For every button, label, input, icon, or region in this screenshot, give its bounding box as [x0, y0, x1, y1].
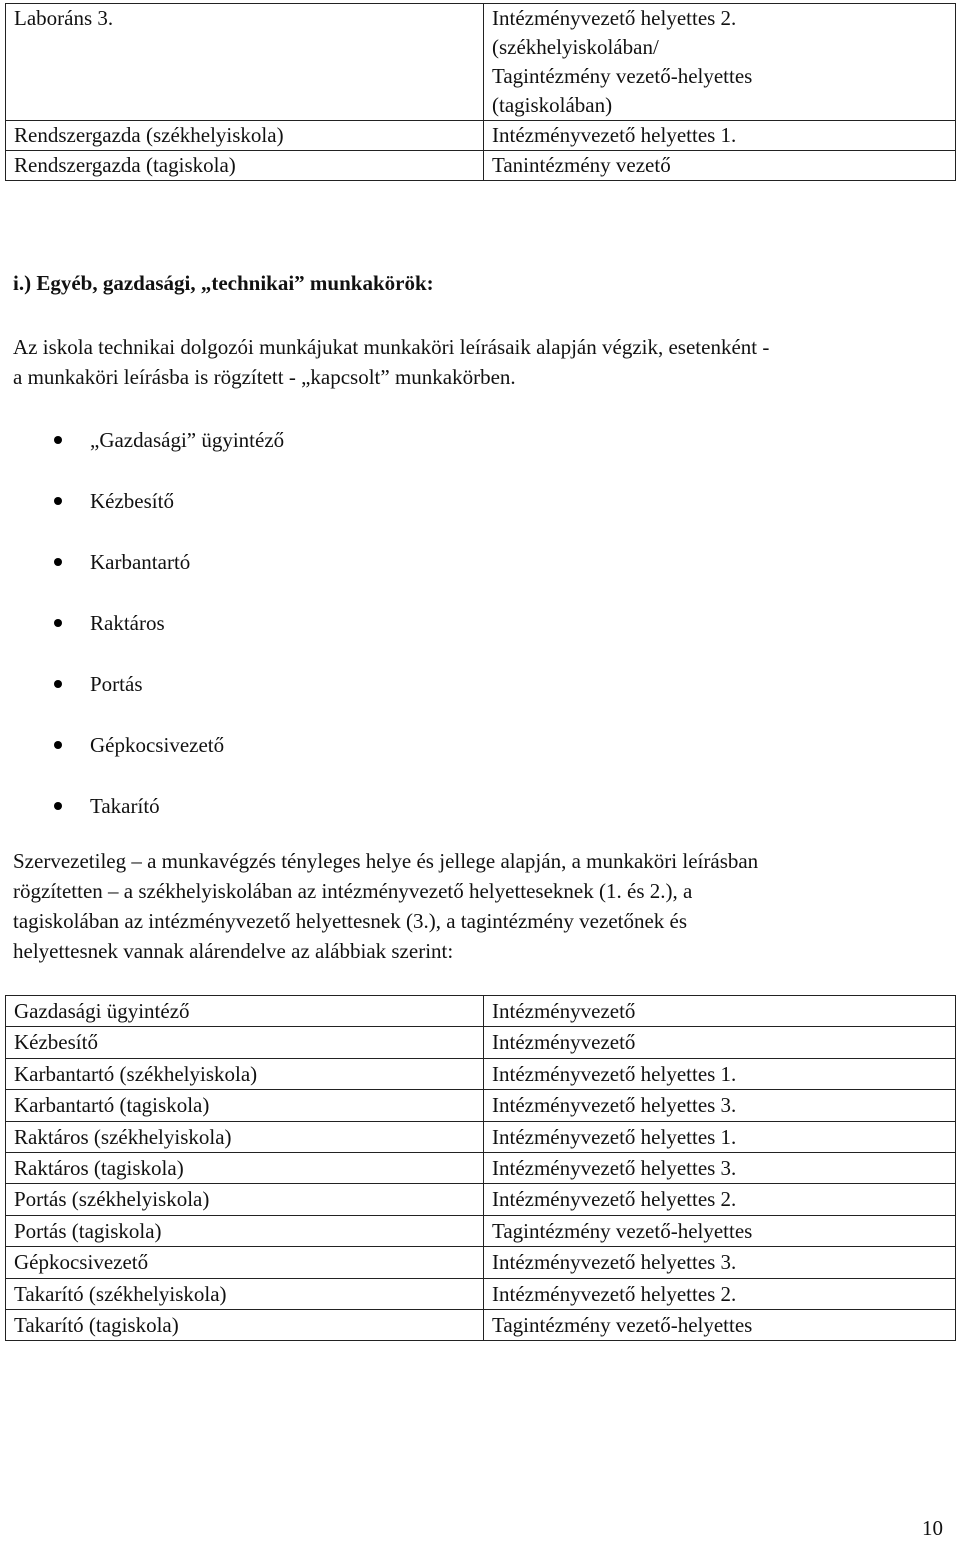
paragraph-line: Szervezetileg – a munkavégzés tényleges helye és jellege alapján, a munkaköri leírásban [13, 849, 759, 873]
list-item-label: Kézbesítő [90, 489, 174, 513]
table-row [6, 1247, 956, 1278]
table-cell-supervisor [484, 121, 956, 151]
list-item [0, 791, 284, 852]
intro-paragraph [13, 332, 943, 392]
table-cell-supervisor: Intézményvezető helyettes 3. [484, 1153, 956, 1184]
table-cell-role: Karbantartó (székhelyiskola) [6, 1058, 484, 1089]
job-list [0, 425, 284, 852]
table-cell-line: (székhelyiskolában/ [492, 35, 659, 59]
page-number: 10 [922, 1516, 943, 1540]
list-item-label: „Gazdasági” ügyintéző [90, 428, 285, 452]
list-item [0, 669, 284, 730]
table-row [6, 1090, 956, 1121]
table-cell-role: Gazdasági ügyintéző [6, 996, 484, 1027]
table-cell-role: Gépkocsivezető [6, 1247, 484, 1278]
list-item [0, 486, 284, 547]
table-row [6, 1121, 956, 1152]
list-item [0, 547, 284, 608]
table-cell-supervisor: Intézményvezető helyettes 1. [484, 1121, 956, 1152]
list-item-label: Portás [90, 672, 143, 696]
table-cell-line: Intézményvezető helyettes 2. [492, 6, 737, 30]
table-cell-role: Takarító (székhelyiskola) [6, 1278, 484, 1309]
table-cell-role: Raktáros (tagiskola) [6, 1153, 484, 1184]
table-cell-line: Tagintézmény vezető-helyettes [492, 64, 753, 88]
section-heading: i.) Egyéb, gazdasági, „technikai” munkakörök: [13, 271, 434, 295]
table-row [6, 1215, 956, 1246]
table-row [6, 1278, 956, 1309]
bullet-icon [54, 497, 62, 505]
table-cell-role: Rendszergazda (székhelyiskola) [6, 121, 484, 151]
table-cell-supervisor: Intézményvezető [484, 996, 956, 1027]
table-cell-role: Rendszergazda (tagiskola) [6, 151, 484, 181]
paragraph-line: helyettesnek vannak alárendelve az alábbiak szerint: [13, 939, 454, 963]
list-item [0, 730, 284, 791]
organization-paragraph [13, 846, 943, 966]
table-cell-line: (tagiskolában) [492, 93, 613, 117]
list-item-label: Raktáros [90, 611, 165, 635]
table-cell-role: Laboráns 3. [6, 4, 484, 121]
table-cell-supervisor: Intézményvezető helyettes 1. [484, 1058, 956, 1089]
bullet-icon [54, 619, 62, 627]
list-item-label: Gépkocsivezető [90, 733, 225, 757]
bullet-icon [54, 558, 62, 566]
table-cell-line: Intézményvezető helyettes 1. [492, 123, 737, 147]
table-row [6, 1027, 956, 1058]
table-cell-supervisor: Tagintézmény vezető-helyettes [484, 1215, 956, 1246]
table-row [6, 121, 956, 151]
bullet-icon [54, 436, 62, 444]
list-item-label: Karbantartó [90, 550, 191, 574]
table-row [6, 1184, 956, 1215]
bottom-assignment-table [5, 995, 956, 1341]
table-cell-role: Portás (tagiskola) [6, 1215, 484, 1246]
paragraph-line: Az iskola technikai dolgozói munkájukat munkaköri leírásaik alapján végzik, esetenként - [13, 335, 770, 359]
table-cell-supervisor: Intézményvezető helyettes 3. [484, 1247, 956, 1278]
bullet-icon [54, 741, 62, 749]
top-assignment-table [5, 3, 956, 181]
table-cell-supervisor [484, 4, 956, 121]
list-item [0, 608, 284, 669]
table-cell-role: Kézbesítő [6, 1027, 484, 1058]
table-cell-supervisor: Intézményvezető [484, 1027, 956, 1058]
bullet-icon [54, 802, 62, 810]
table-row [6, 1310, 956, 1341]
table-cell-supervisor: Intézményvezető helyettes 2. [484, 1278, 956, 1309]
table-cell-supervisor [484, 151, 956, 181]
table-cell-supervisor: Intézményvezető helyettes 2. [484, 1184, 956, 1215]
table-row [6, 4, 956, 121]
paragraph-line: a munkaköri leírásba is rögzített - „kapcsolt” munkakörben. [13, 365, 516, 389]
table-row [6, 151, 956, 181]
table-cell-supervisor: Tagintézmény vezető-helyettes [484, 1310, 956, 1341]
table-cell-role: Raktáros (székhelyiskola) [6, 1121, 484, 1152]
table-cell-line: Tanintézmény vezető [492, 153, 671, 177]
table-cell-role: Karbantartó (tagiskola) [6, 1090, 484, 1121]
list-item [0, 425, 284, 486]
table-cell-role: Takarító (tagiskola) [6, 1310, 484, 1341]
table-row [6, 1153, 956, 1184]
bullet-icon [54, 680, 62, 688]
table-cell-role: Portás (székhelyiskola) [6, 1184, 484, 1215]
paragraph-line: rögzítetten – a székhelyiskolában az intézményvezető helyetteseknek (1. és 2.), a [13, 879, 693, 903]
table-row [6, 1058, 956, 1089]
paragraph-line: tagiskolában az intézményvezető helyettesnek (3.), a tagintézmény vezetőnek és [13, 909, 688, 933]
list-item-label: Takarító [90, 794, 160, 818]
table-row [6, 996, 956, 1027]
table-cell-supervisor: Intézményvezető helyettes 3. [484, 1090, 956, 1121]
